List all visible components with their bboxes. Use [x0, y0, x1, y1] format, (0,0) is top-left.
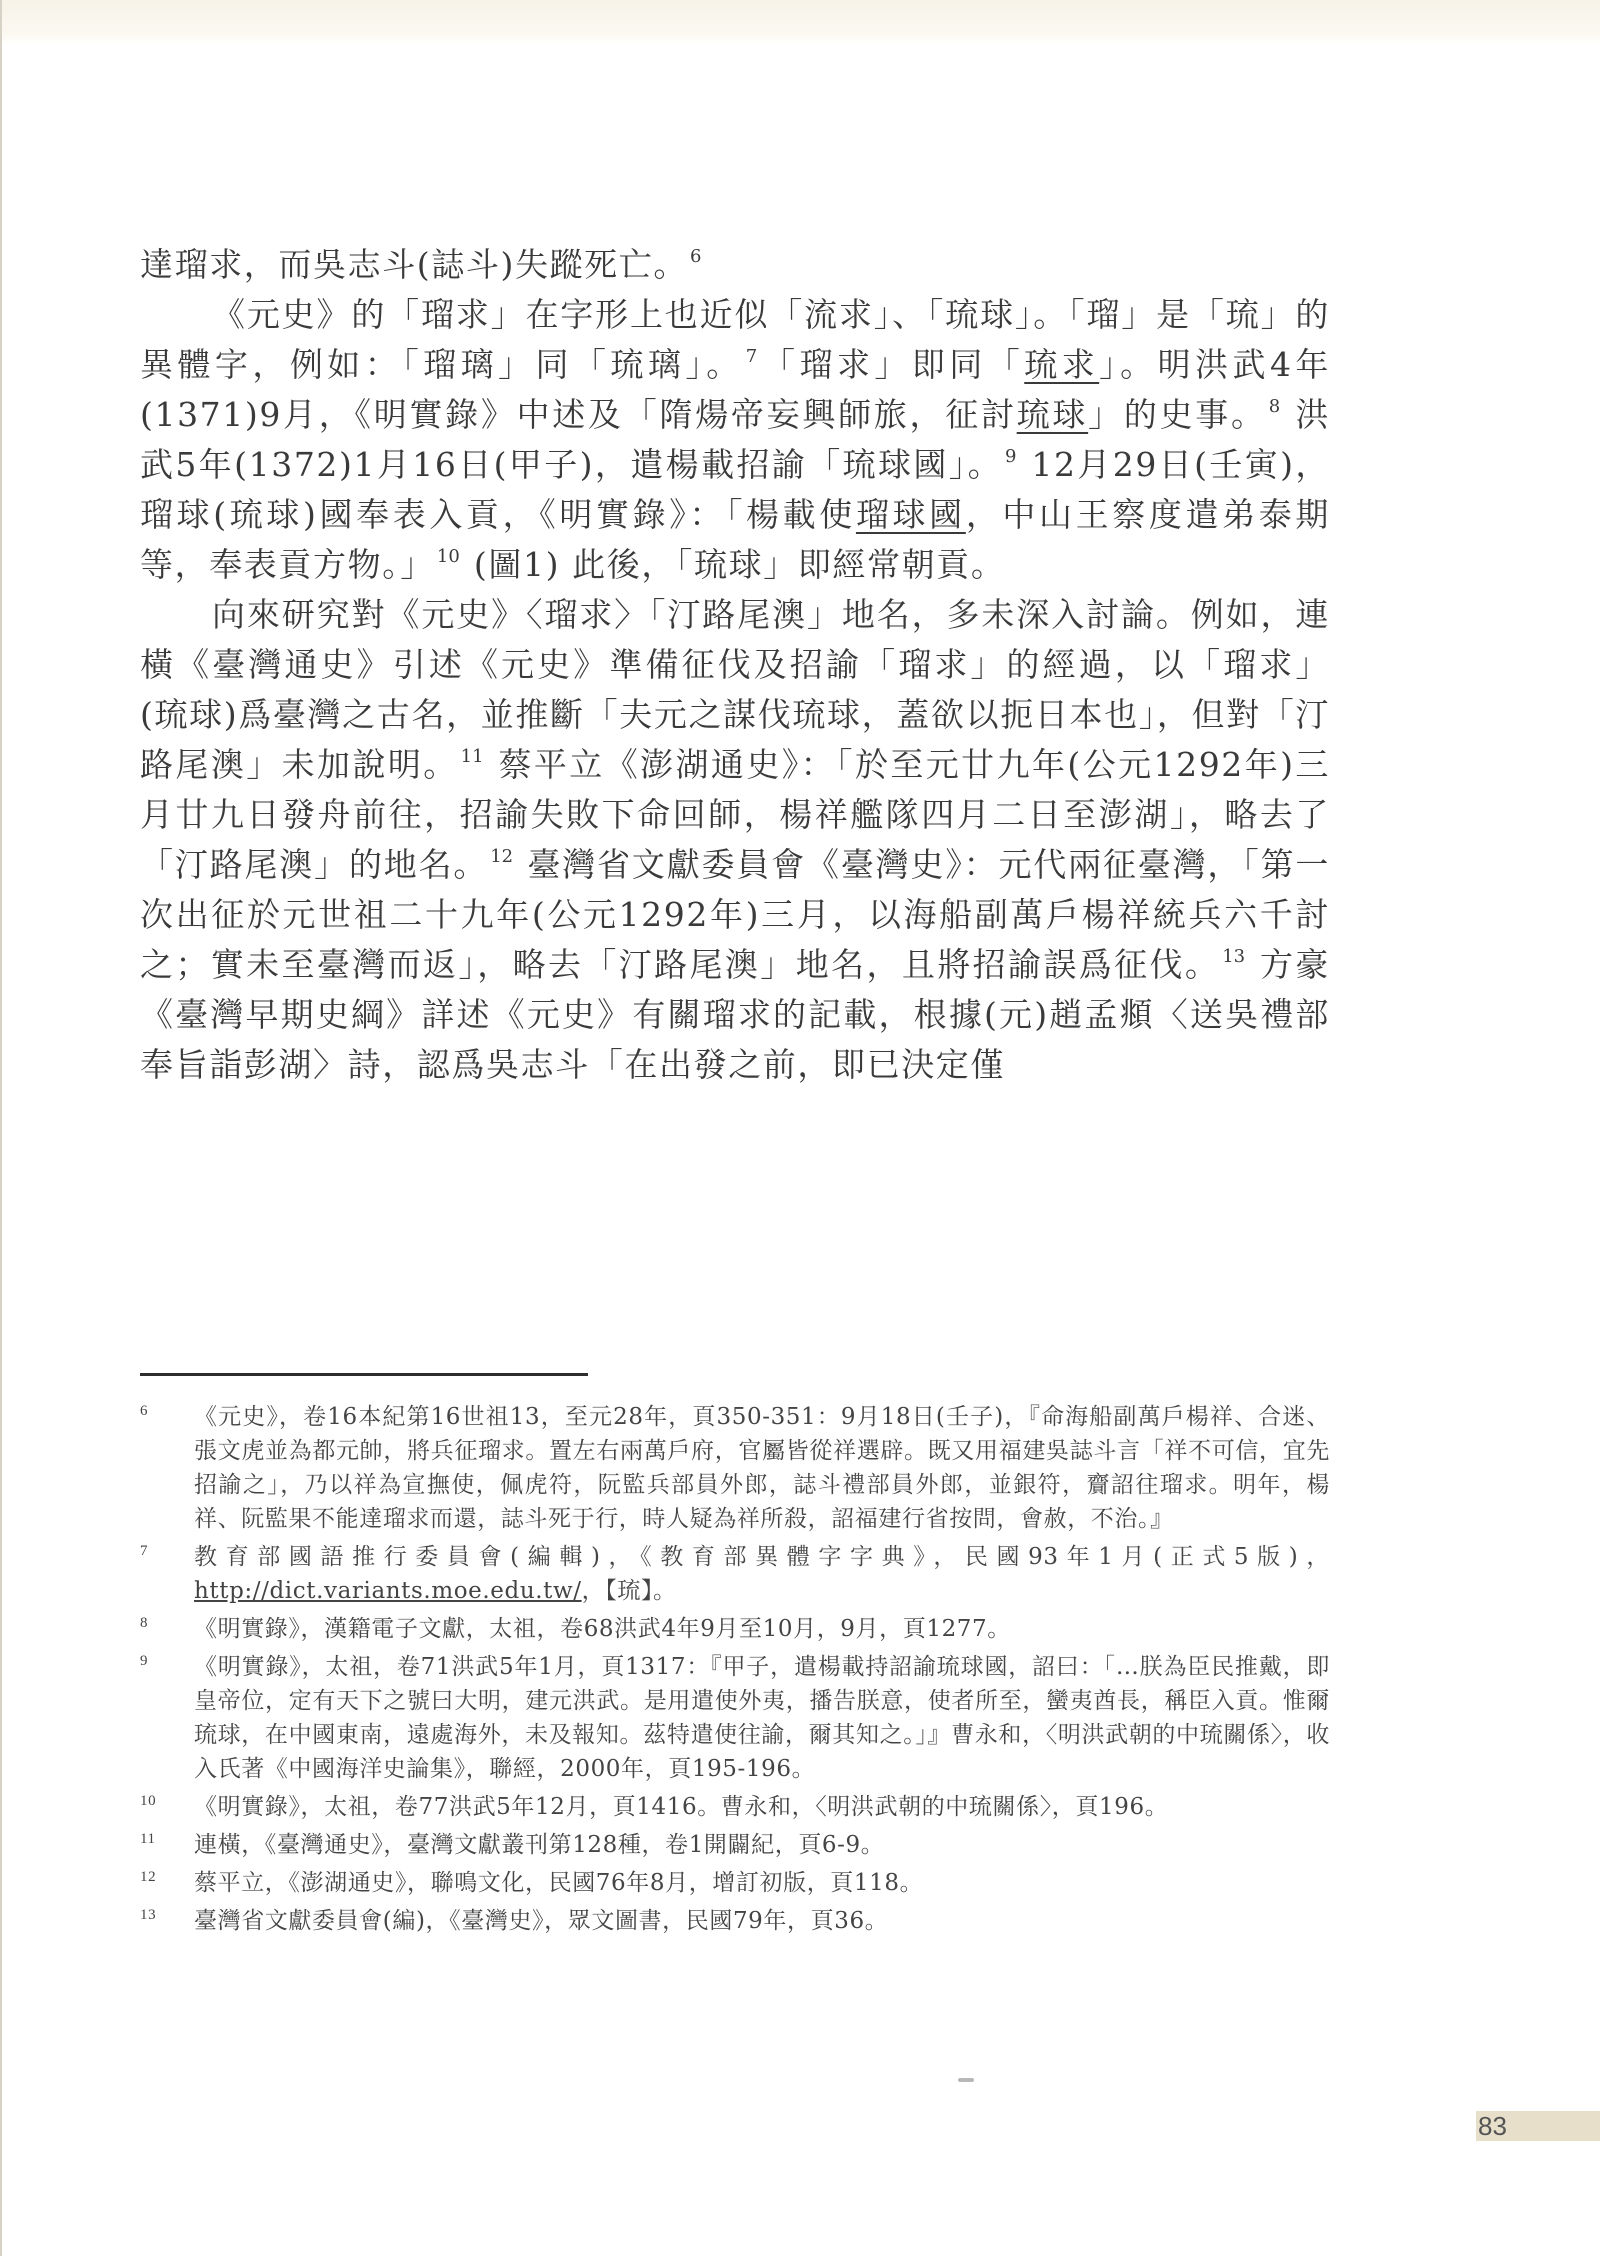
footnote-number: 9: [140, 1653, 149, 1669]
footnote-10: [140, 1790, 1330, 1824]
p2-s1: 《元史》的「瑠求」在字形上也近似「流求」、「琉球」。「瑠」是「琉」的異體字，例如：「瑠璃」同「琉璃」。: [140, 295, 1330, 384]
dictionary-link[interactable]: http://dict.variants.moe.edu.tw/: [194, 1578, 582, 1604]
paragraph-3: [140, 590, 1330, 1090]
footnote-number: 11: [140, 1831, 156, 1847]
footnote-ref-10[interactable]: 10: [436, 546, 460, 567]
footnote-number: 12: [140, 1869, 157, 1885]
footnote-ref-7[interactable]: 7: [745, 346, 758, 367]
footnote-text-after: ，【琉】。: [581, 1578, 677, 1604]
footnote-text: 《明實錄》，太祖，卷77洪武5年12月，頁1416。曹永和，〈明洪武朝的中琉關係〉，頁196。: [194, 1794, 1169, 1820]
footnote-text: 蔡平立，《澎湖通史》，聯鳴文化，民國76年8月，增訂初版，頁118。: [194, 1870, 924, 1896]
footnote-9: [140, 1650, 1330, 1786]
footnote-text: 連橫，《臺灣通史》，臺灣文獻叢刊第128種，卷1開闢紀，頁6-9。: [194, 1832, 885, 1858]
footnote-text: 《明實錄》，漢籍電子文獻，太祖，卷68洪武4年9月至10月，9月，頁1277。: [194, 1616, 1011, 1642]
p2-s2: 「瑠求」即同「: [759, 345, 1025, 384]
footnote-7: [140, 1540, 1330, 1608]
footnote-ref-12[interactable]: 12: [490, 846, 514, 867]
p2-s7: ，中山王察度遣弟泰期等，奉表貢方物。」: [140, 495, 1331, 584]
p2-s5: 洪武5年(1372)1月16日(甲子)，遣楊載招諭「琉球國」。: [140, 395, 1331, 484]
footnote-ref-11[interactable]: 11: [460, 746, 484, 767]
footnote-text: 《元史》，卷16本紀第16世祖13，至元28年，頁350-351：9月18日(壬子)，『命海船副萬戶楊祥、合迷、張文虎並為都元帥，將兵征瑠求。置左右兩萬戶府，官屬皆從祥選辟。既又用福建吳誌斗言「祥不可信，宜先招諭之」，乃以祥為宣撫使，佩虎符，阮監兵部員外郎，誌斗禮部員外郎，並銀符，齎詔往瑠求。明年，楊祥、阮監果不能達瑠求而還，誌斗死于行，時人疑為祥所殺，詔福建行省按問，會赦，不治。』: [194, 1404, 1330, 1532]
paragraph-2: [140, 290, 1330, 590]
p3-s3: 臺灣省文獻委員會《臺灣史》：元代兩征臺灣，「第一次出征於元世祖二十九年(公元1292年)三月，以海船副萬戶楊祥統兵六千討之；實未至臺灣而返」，略去「汀路尾澳」地名，且將招諭誤爲征伐。: [140, 845, 1330, 984]
underlined-term: 琉球: [1016, 395, 1089, 434]
scan-smudge: [958, 2078, 974, 2082]
footnote-ref-6[interactable]: 6: [689, 246, 702, 267]
footnote-ref-8[interactable]: 8: [1268, 396, 1281, 417]
footnote-11: [140, 1828, 1330, 1862]
footnote-13: [140, 1904, 1330, 1938]
body-text: [140, 240, 1330, 1090]
scan-left-edge: [0, 0, 2, 2256]
footnote-text: 臺灣省文獻委員會(編)，《臺灣史》，眾文圖書，民國79年，頁36。: [194, 1908, 889, 1934]
footnote-number: 10: [140, 1793, 157, 1809]
scan-top-band: [0, 0, 1600, 44]
footnote-separator: [140, 1373, 588, 1376]
footnote-number: 13: [140, 1907, 157, 1923]
p2-s6: 12月29日(壬寅)，瑠球(琉球)國奉表入貢，《明實錄》：「楊載使: [140, 445, 1330, 534]
footnote-text: 教育部國語推行委員會(編輯)，《教育部異體字字典》，民國93年1月(正式5版)，: [194, 1544, 1330, 1570]
footnote-6: [140, 1400, 1330, 1536]
p2-s8: (圖1) 此後，「琉球」即經常朝貢。: [461, 545, 1006, 584]
p3-s1: 向來研究對《元史》〈瑠求〉「汀路尾澳」地名，多未深入討論。例如，連橫《臺灣通史》引述《元史》準備征伐及招諭「瑠求」的經過，以「瑠求」(琉球)爲臺灣之古名，並推斷「夫元之謀伐琉球，蓋欲以扼日本也」，但對「汀路尾澳」未加說明。: [140, 595, 1330, 784]
page-number: 83: [1476, 2111, 1600, 2141]
footnote-ref-13[interactable]: 13: [1222, 946, 1246, 967]
paragraph-1: [140, 240, 1330, 290]
footnote-12: [140, 1866, 1330, 1900]
footnotes: [140, 1400, 1330, 1942]
p3-s2: 蔡平立《澎湖通史》：「於至元廿九年(公元1292年)三月廿九日發舟前往，招諭失敗下命回師，楊祥艦隊四月二日至澎湖」，略去了「汀路尾澳」的地名。: [140, 745, 1330, 884]
footnote-text: 《明實錄》，太祖，卷71洪武5年1月，頁1317：『甲子，遣楊載持詔諭琉球國，詔曰：「…朕為臣民推戴，即皇帝位，定有天下之號曰大明，建元洪武。是用遣使外夷，播告朕意，使者所至，蠻夷酋長，稱臣入貢。惟爾琉球，在中國東南，遠處海外，未及報知。茲特遣使往諭，爾其知之。」』曹永和，〈明洪武朝的中琉關係〉，收入氏著《中國海洋史論集》，聯經，2000年，頁195-196。: [194, 1654, 1330, 1782]
p1-text: 達瑠求，而吳志斗(誌斗)失蹤死亡。: [140, 245, 688, 284]
underlined-term: 琉求: [1024, 345, 1100, 384]
p3-s4: 方豪《臺灣早期史綱》詳述《元史》有關瑠求的記載，根據(元)趙孟頫〈送吳禮部奉旨詣彭湖〉詩，認爲吳志斗「在出發之前，即已決定僅: [140, 945, 1330, 1084]
footnote-number: 6: [140, 1403, 149, 1419]
p2-s3: 」。明洪武4年(1371)9月，《明實錄》中述及「隋煬帝妄興師旅，征討: [140, 345, 1331, 434]
footnote-number: 7: [140, 1543, 149, 1559]
footnote-number: 8: [140, 1615, 149, 1631]
underlined-term: 瑠球國: [855, 495, 966, 534]
footnote-ref-9[interactable]: 9: [1005, 446, 1017, 467]
footnote-8: [140, 1612, 1330, 1646]
p2-s4: 」的史事。: [1088, 395, 1267, 434]
